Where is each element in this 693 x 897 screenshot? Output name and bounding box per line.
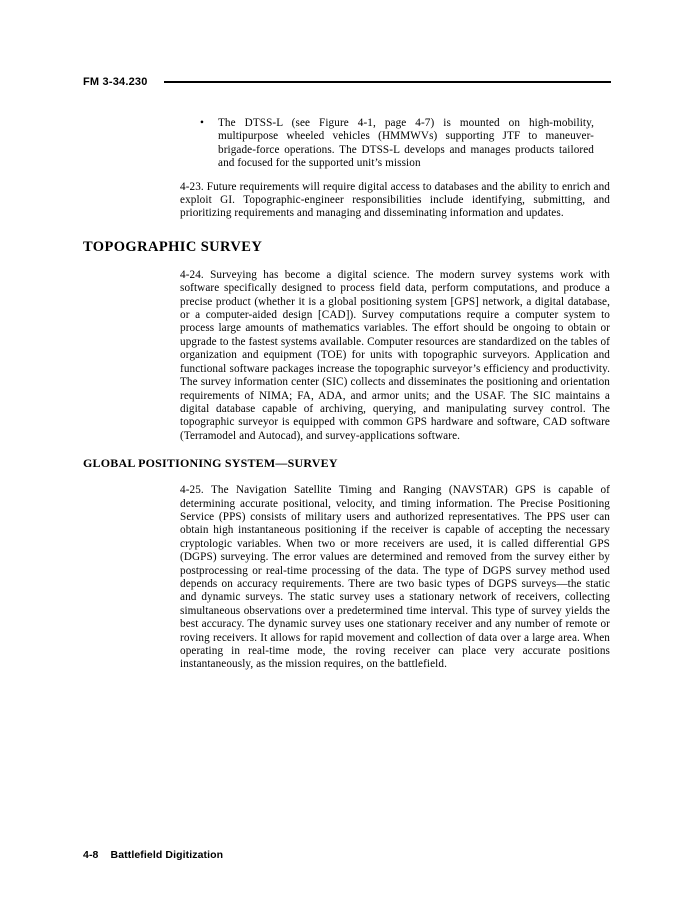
paragraph-4-24: 4-24. Surveying has become a digital science. The modern survey systems work with software specifically designed to process field data, perform computations, and produce a precise product (whether it is a global positioning system [GPS] network, a digital database, or a computer-aided design [CAD]). Survey computations require a computer system to process large amounts of mathematics variables. The effort should be ongoing to obtain or upgrade to the fastest systems available. Computer resources are standardized on the tables of organization and equipment (TOE) for units with topographic surveyors. Application and functional software packages increase the topographic surveyor’s efficiency and productivity. The survey information center (SIC) collects and disseminates the positioning and orientation requirements of NIMA; FA, ADA, and armor units; and the USAF. The SIC maintains a digital database capable of archiving, querying, and manipulating survey control. The topographic surveyor is equipped with common GPS hardware and software, CAD software (Terramodel and Autocad), and survey-applications software. (180, 268, 610, 442)
page-content (83, 76, 611, 672)
paragraph-4-25: 4-25. The Navigation Satellite Timing and Ranging (NAVSTAR) GPS is capable of determining accurate positional, velocity, and timing information. The Precise Positioning Service (PPS) consists of military users and authorized representatives. The PPS user can obtain high instantaneous positioning if the receiver is capable of accepting the necessary cryptologic variables. When two or more receivers are used, it is called differential GPS (DGPS) surveying. The error values are determined and removed from the survey either by postprocessing or real-time processing of the data. The type of DGPS survey method used depends on accuracy requirements. There are two basic types of DGPS surveys—the static and dynamic surveys. The static survey uses a stationary network of receivers, collecting simultaneous observations over a predetermined time interval. This type of survey yields the best accuracy. The dynamic survey uses one stationary receiver and any number of remote or roving receivers. It allows for rapid movement and collection of data over a large area. When operating in real-time mode, the roving receiver can place very accurate positions instantaneously, as the mission requires, on the battlefield. (180, 484, 610, 671)
bullet-item-text: The DTSS-L (see Figure 4-1, page 4-7) is mounted on high-mobility, multipurpose wheeled vehicles (HMMWVs) supporting JTF to maneuver-brigade-force operations. The DTSS-L develops and manages products tailored and focused for the supported unit’s mission (218, 117, 594, 170)
subsection-heading-gps-survey: GLOBAL POSITIONING SYSTEM—SURVEY (83, 456, 338, 471)
paragraph-4-23: 4-23. Future requirements will require digital access to databases and the ability to enrich and exploit GI. Topographic-engineer responsibilities include identifying, submitting, and prioritizing requirements and managing and disseminating information and updates. (180, 180, 610, 220)
page-header (83, 76, 611, 88)
footer-title: Battlefield Digitization (110, 849, 224, 861)
section-heading-topographic-survey: TOPOGRAPHIC SURVEY (83, 238, 263, 255)
header-rule (164, 81, 611, 83)
bullet-icon: • (200, 117, 204, 129)
manual-number: FM 3-34.230 (83, 76, 148, 88)
bullet-item (200, 117, 594, 171)
page-number: 4-8 (83, 849, 99, 861)
page-footer (83, 849, 223, 861)
